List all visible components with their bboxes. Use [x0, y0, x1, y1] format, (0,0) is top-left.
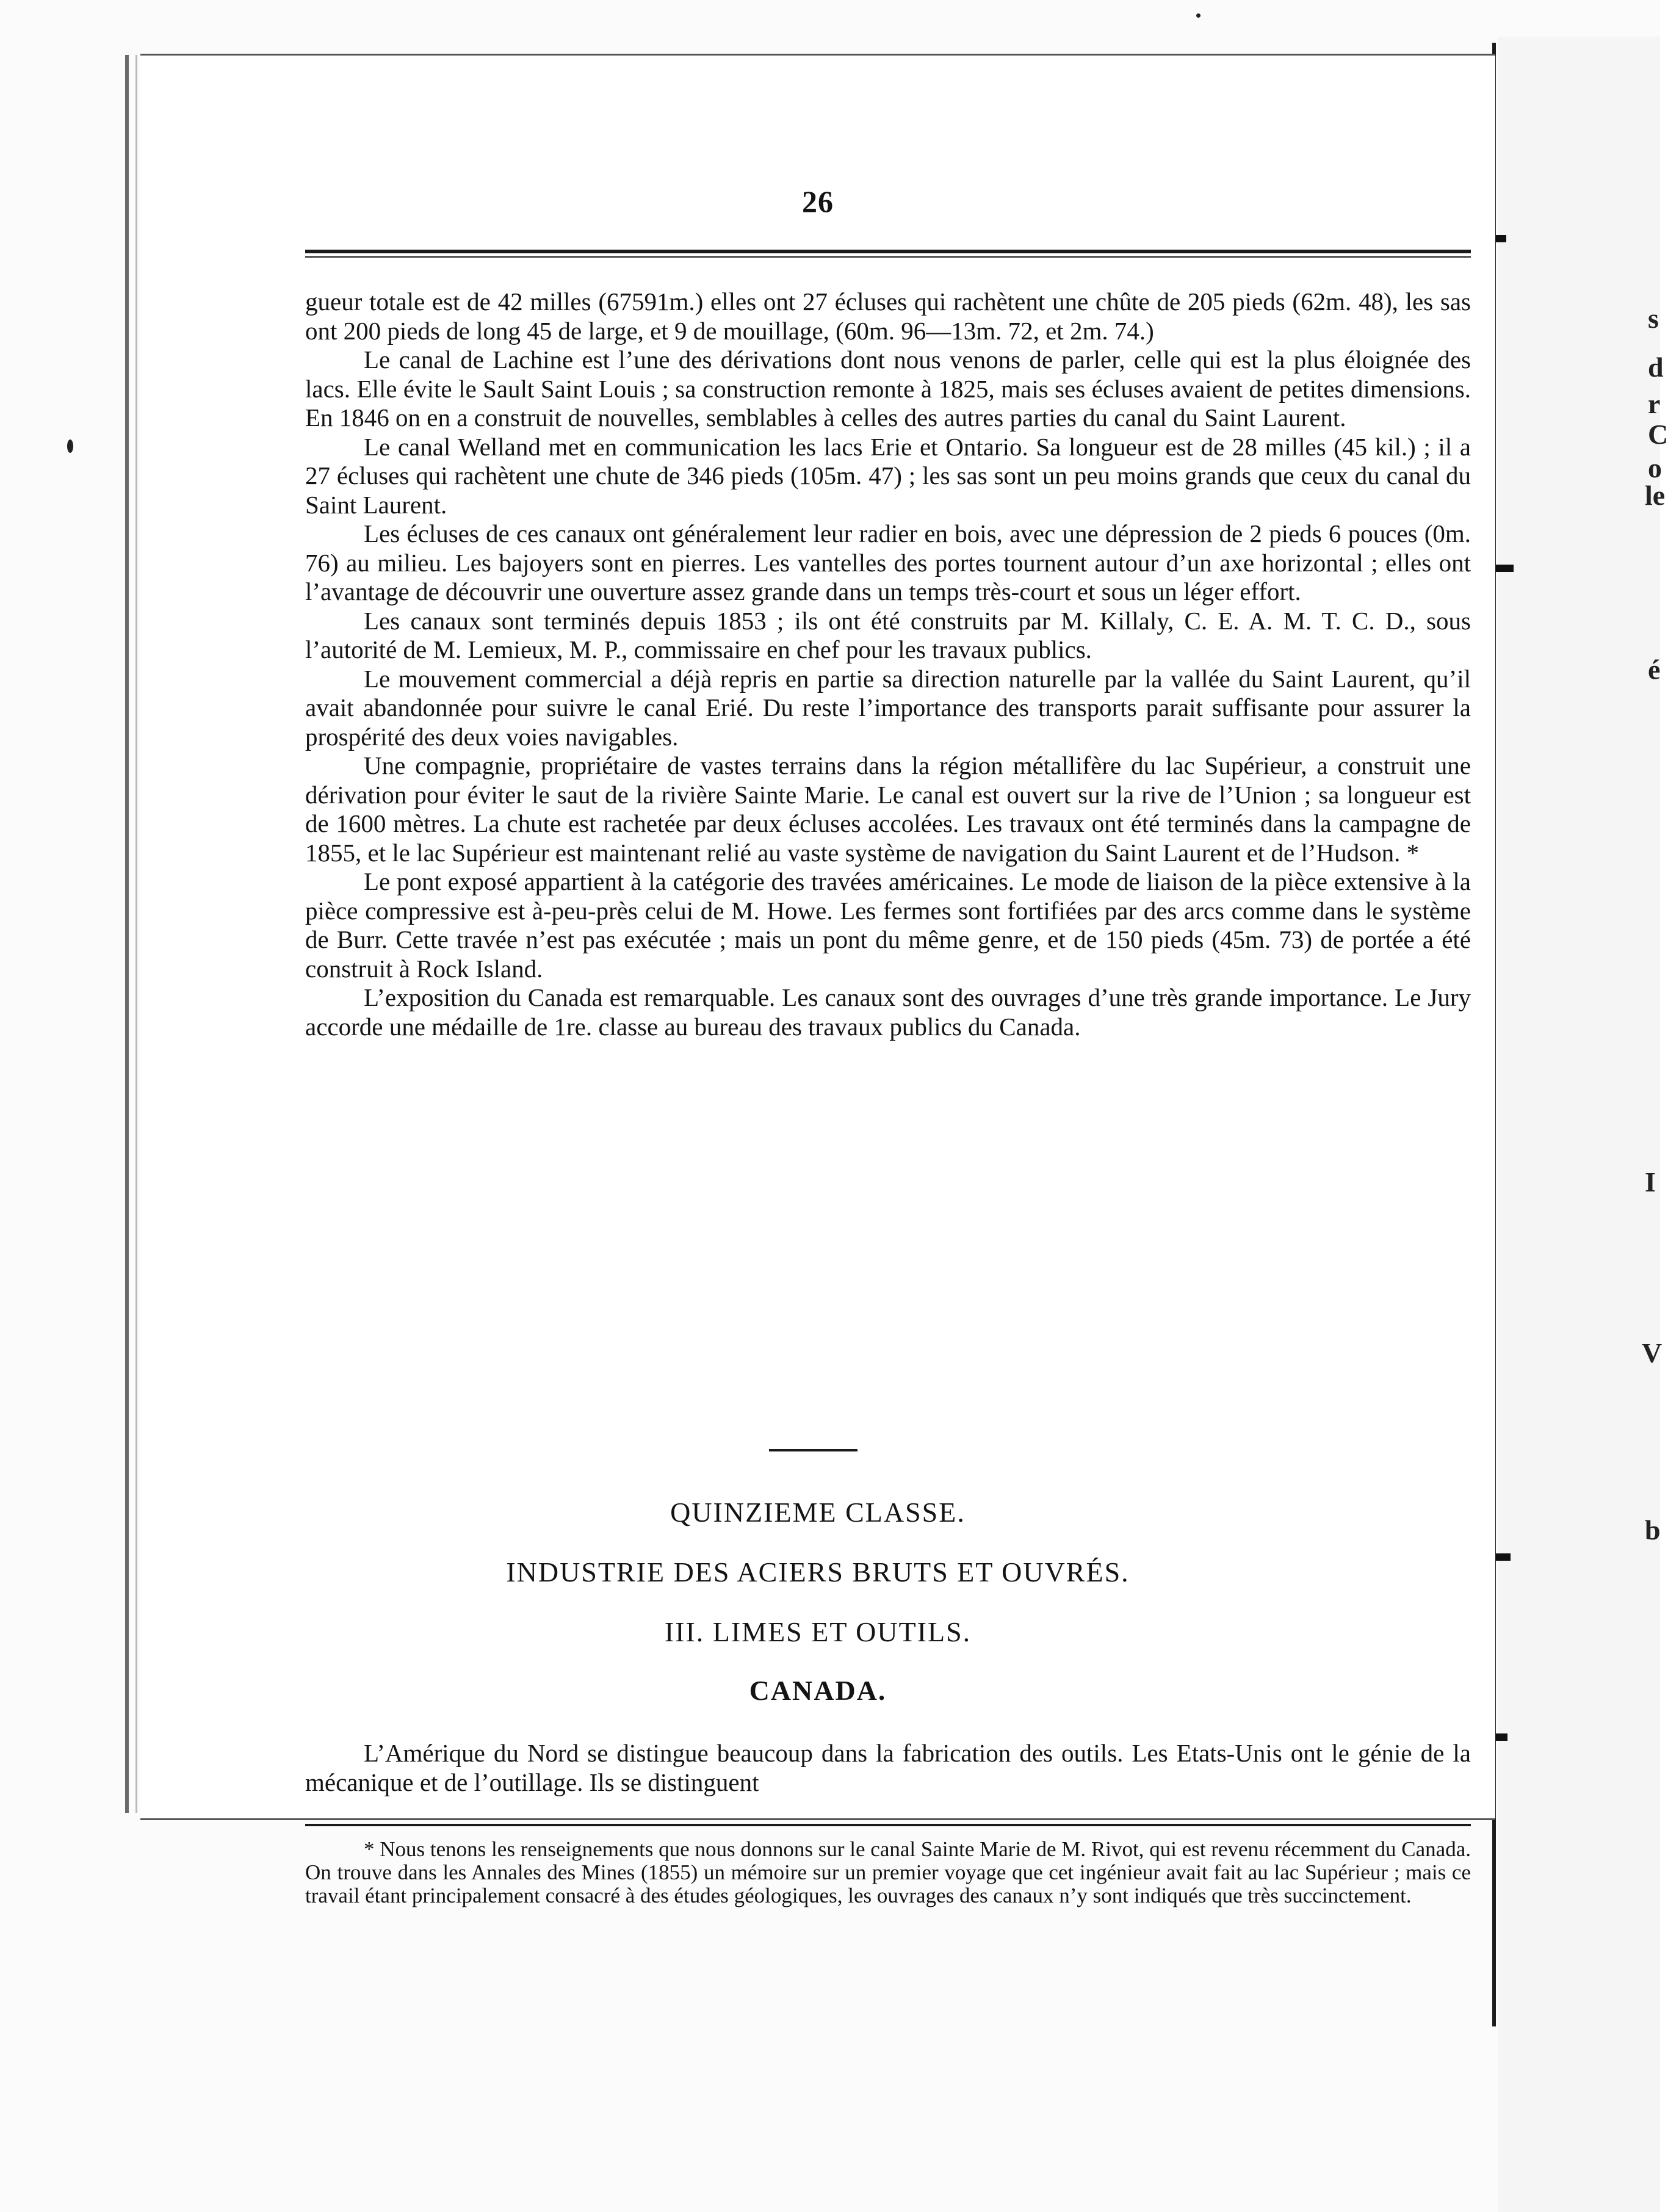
- paragraph: Le pont exposé appartient à la catégorie des travées américaines. Le mode de liaison de la pièce extensive à la pièce compressive est à-peu-près celui de M. Howe. Les fermes sont fortifiées par des arcs comme dans le système de Burr. Cette travée n’est pas exécutée ; mais un pont du même genre, et de 150 pieds (45m. 73) de portée a été construit à Rock Island.: [305, 867, 1471, 983]
- closing-text: [305, 1739, 1471, 1797]
- adjacent-letter: b: [1645, 1514, 1661, 1545]
- scan-speck: [1196, 13, 1200, 18]
- country-heading: CANADA.: [749, 1675, 887, 1706]
- body-text: [305, 287, 1471, 1041]
- paragraph: L’Amérique du Nord se distingue beaucoup dans la fabrication des outils. Les Etats-Unis ont le génie de la mécanique et de l’outillage. Ils se distinguent: [305, 1739, 1471, 1796]
- page-number: 26: [802, 184, 834, 219]
- paragraph: L’exposition du Canada est remarquable. Les canaux sont des ouvrages d’une très grande importance. Le Jury accorde une médaille de 1re. classe au bureau des travaux publics du Canada.: [305, 983, 1471, 1041]
- document-page: [140, 54, 1495, 1907]
- scan-speck: [67, 439, 73, 453]
- header-rule-thin: [305, 256, 1471, 258]
- paragraph: Le mouvement commercial a déjà repris en partie sa direction naturelle par la vallée du Saint Laurent, qu’il avait abandonnée pour suivre le canal Erié. Du reste l’importance des transports parait suffisante pour assurer la prospérité des deux voies navigables.: [305, 664, 1471, 751]
- paragraph: Le canal Welland met en communication les lacs Erie et Ontario. Sa longueur est de 28 milles (45 kil.) ; il a 27 écluses qui rachètent une chute de 346 pieds (105m. 47) ; les sas sont un peu moins grands que ceux du canal du Saint Laurent.: [305, 432, 1471, 519]
- paragraph: gueur totale est de 42 milles (67591m.) elles ont 27 écluses qui rachètent une chûte de 205 pieds (62m. 48), les sas ont 200 pieds de long 45 de large, et 9 de mouillage, (60m. 96—13m. 72, et 2m. 74.): [305, 287, 1471, 345]
- adjacent-letter: V: [1642, 1337, 1663, 1368]
- footnote: [305, 1838, 1471, 1907]
- adjacent-letter: d: [1648, 352, 1664, 383]
- section-divider: [769, 1449, 857, 1451]
- adjacent-letter: C: [1648, 419, 1668, 450]
- paragraph: Le canal de Lachine est l’une des dérivations dont nous venons de parler, celle qui est la plus éloignée des lacs. Elle évite le Sault Saint Louis ; sa construction remonte à 1825, mais ses écluses avaient de petites dimensions. En 1846 on en a construit de nouvelles, semblables à celles des autres parties du canal du Saint Laurent.: [305, 345, 1471, 432]
- header-rule: [305, 250, 1471, 253]
- footnote-rule: [305, 1824, 1471, 1826]
- page-left-edge: [125, 55, 129, 1813]
- adjacent-letter: o: [1648, 452, 1662, 483]
- industry-heading: INDUSTRIE DES ACIERS BRUTS ET OUVRÉS.: [506, 1556, 1130, 1588]
- paragraph: Une compagnie, propriétaire de vastes terrains dans la région métallifère du lac Supérieur, a construit une dérivation pour éviter le saut de la rivière Sainte Marie. Le canal est ouvert sur la rive de l’Union ; sa longueur est de 1600 mètres. La chute est rachetée par deux écluses accolées. Les travaux ont été terminés dans la campagne de 1855, et le lac Supérieur est maintenant relié au vaste système de navigation du Saint Laurent et de l’Hudson. *: [305, 751, 1471, 867]
- adjacent-letter: é: [1648, 654, 1661, 685]
- adjacent-letter: I: [1645, 1166, 1656, 1198]
- section-heading: III. LIMES ET OUTILS.: [664, 1616, 972, 1647]
- footnote-text: * Nous tenons les renseignements que nous donnons sur le canal Sainte Marie de M. Rivot, qui est revenu récemment du Canada. On trouve dans les Annales des Mines (1855) un mémoire sur un premier voyage que cet ingénieur avait fait au lac Supérieur ; mais ce travail étant principalement consacré à des études géologiques, les ouvrages des canaux n’y sont indiqués que très succinctement.: [305, 1837, 1471, 1907]
- paragraph: Les canaux sont terminés depuis 1853 ; ils ont été construits par M. Killaly, C. E. A. M. T. C. D., sous l’autorité de M. Lemieux, M. P., commissaire en chef pour les travaux publics.: [305, 606, 1471, 663]
- adjacent-page-edge: [1498, 37, 1668, 2212]
- adjacent-letter: r: [1648, 388, 1661, 419]
- adjacent-letter: le: [1645, 480, 1666, 511]
- page-left-edge-shadow: [135, 55, 137, 1813]
- adjacent-letter: s: [1648, 303, 1659, 334]
- class-heading: QUINZIEME CLASSE.: [670, 1497, 966, 1528]
- paragraph: Les écluses de ces canaux ont généralement leur radier en bois, avec une dépression de 2 pieds 6 pouces (0m. 76) au milieu. Les bajoyers sont en pierres. Les vantelles des portes tournent autour d’un axe horizontal ; elles ont l’avantage de découvrir une ouverture assez grande dans un temps très-court et sous un léger effort.: [305, 519, 1471, 605]
